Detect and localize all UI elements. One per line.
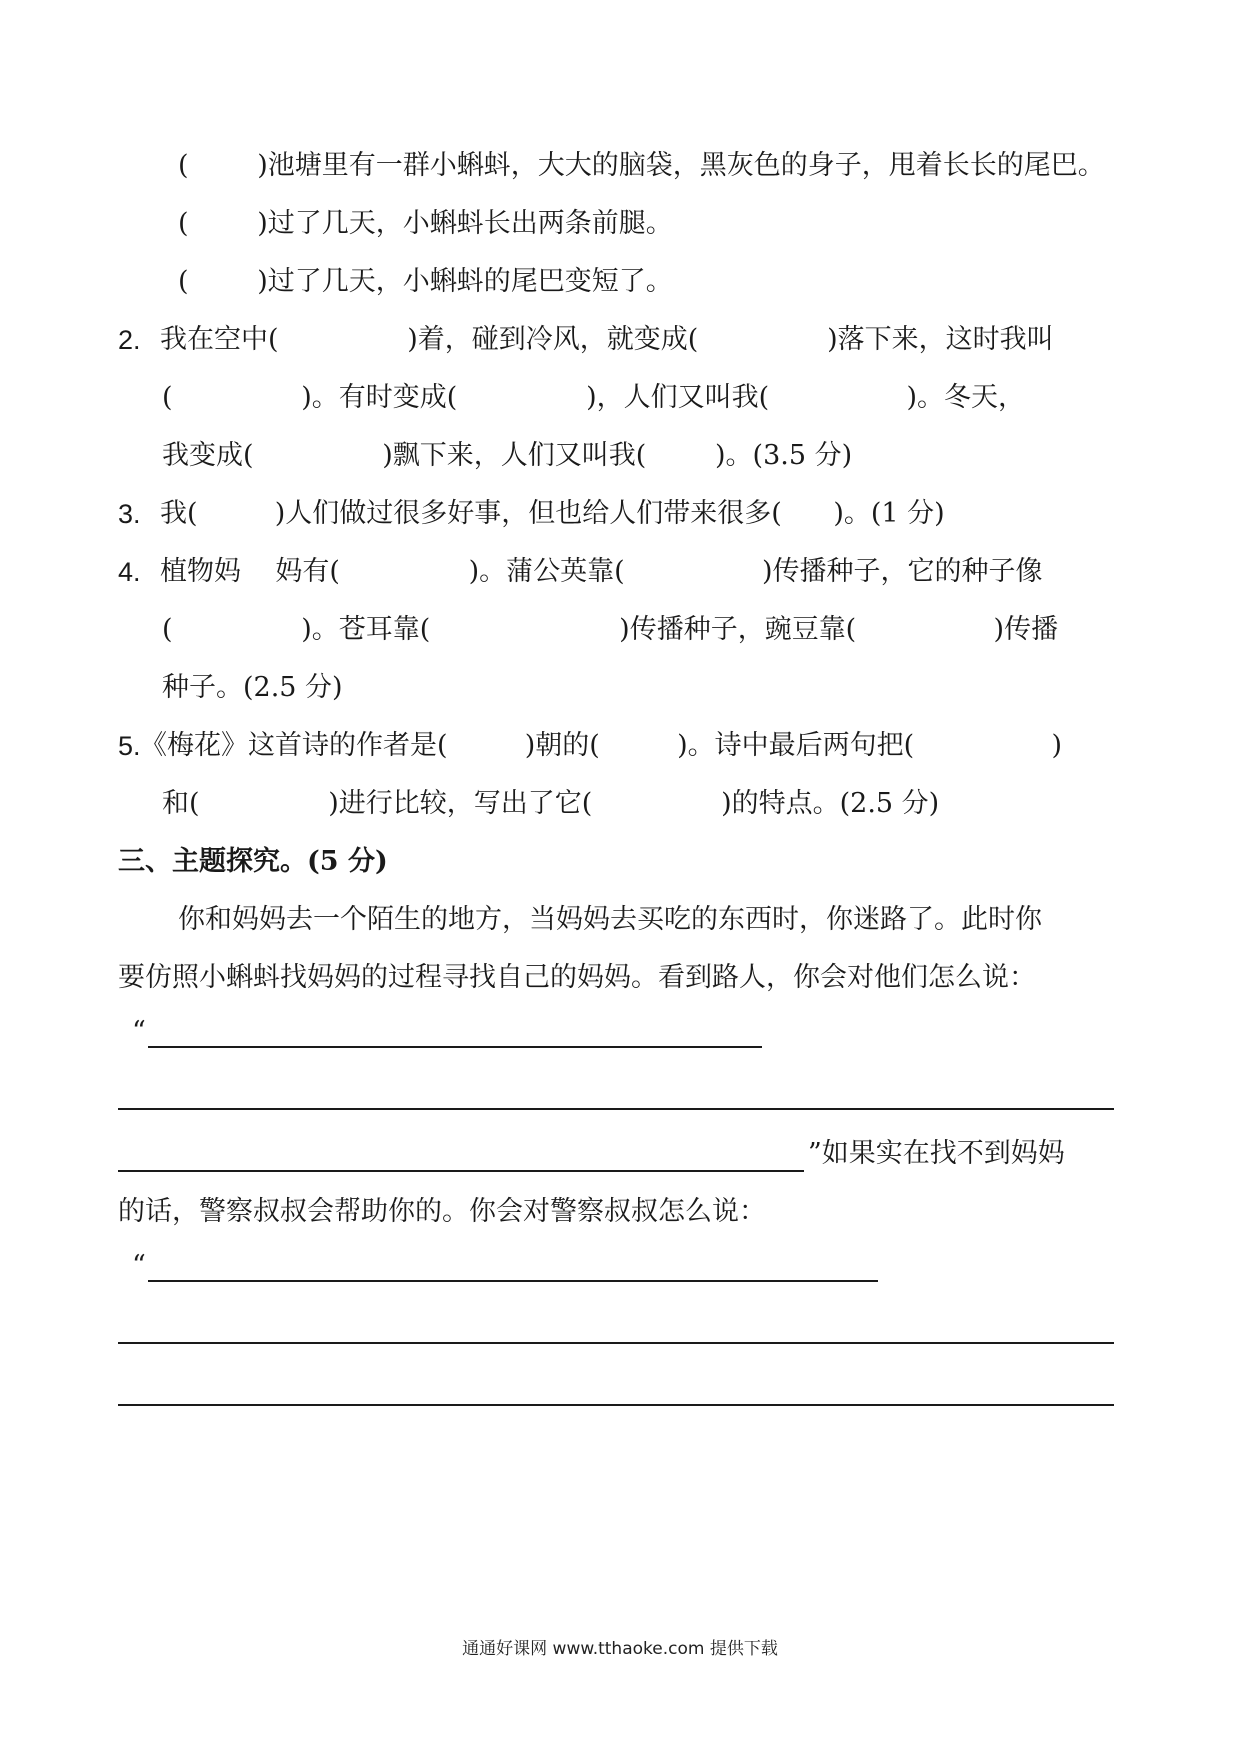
q2-line-3: 我变成( )飘下来，人们又叫我( )。(3.5 分) xyxy=(162,440,853,471)
section-3-paragraph-3: 的话，警察叔叔会帮助你的。你会对警察叔叔怎么说： xyxy=(118,1196,766,1227)
q3-number: 3. xyxy=(118,499,141,529)
section-3-paragraph-2: 要仿照小蝌蚪找妈妈的过程寻找自己的妈妈。看到路人，你会对他们怎么说： xyxy=(118,962,1036,993)
close-quote-text: ”如果实在找不到妈妈 xyxy=(808,1138,1065,1169)
answer-line-3[interactable] xyxy=(118,1170,804,1172)
q5-number: 5. xyxy=(118,731,141,761)
q5-line-1: 《梅花》这首诗的作者是( )朝的( )。诗中最后两句把( ) xyxy=(140,730,1063,761)
q2-number: 2. xyxy=(118,325,141,355)
answer-line-2[interactable] xyxy=(118,1108,1114,1110)
footer-text: 通通好课网 www.tthaoke.com 提供下载 xyxy=(462,1639,778,1659)
q5-line-2: 和( )进行比较，写出了它( )的特点。(2.5 分) xyxy=(162,788,940,819)
answer-line-5[interactable] xyxy=(118,1342,1114,1344)
q2-line-2: ( )。有时变成( )，人们又叫我( )。冬天， xyxy=(162,382,1025,413)
q4-line-3: 种子。(2.5 分) xyxy=(162,672,343,703)
section-3-heading: 三、主题探究。(5 分) xyxy=(118,846,388,877)
q1-line-2: ( )过了几天，小蝌蚪长出两条前腿。 xyxy=(178,208,673,239)
q4-line-2: ( )。苍耳靠( )传播种子，豌豆靠( )传播 xyxy=(162,614,1059,645)
answer-line-6[interactable] xyxy=(118,1404,1114,1406)
q4-line-1: 植物妈 妈有( )。蒲公英靠( )传播种子，它的种子像 xyxy=(160,556,1043,587)
section-3-paragraph-1: 你和妈妈去一个陌生的地方，当妈妈去买吃的东西时，你迷路了。此时你 xyxy=(178,904,1042,935)
open-quote-1: “ xyxy=(132,1016,146,1047)
open-quote-2: “ xyxy=(132,1250,146,1281)
q4-number: 4. xyxy=(118,557,141,587)
q2-line-1: 我在空中( )着，碰到冷风，就变成( )落下来，这时我叫 xyxy=(160,324,1054,355)
answer-line-1[interactable] xyxy=(148,1046,762,1048)
q1-line-1: ( )池塘里有一群小蝌蚪，大大的脑袋，黑灰色的身子，甩着长长的尾巴。 xyxy=(178,150,1105,181)
q1-line-3: ( )过了几天，小蝌蚪的尾巴变短了。 xyxy=(178,266,673,297)
answer-line-4[interactable] xyxy=(148,1280,878,1282)
q3-line-1: 我( )人们做过很多好事，但也给人们带来很多( )。(1 分) xyxy=(160,498,945,529)
